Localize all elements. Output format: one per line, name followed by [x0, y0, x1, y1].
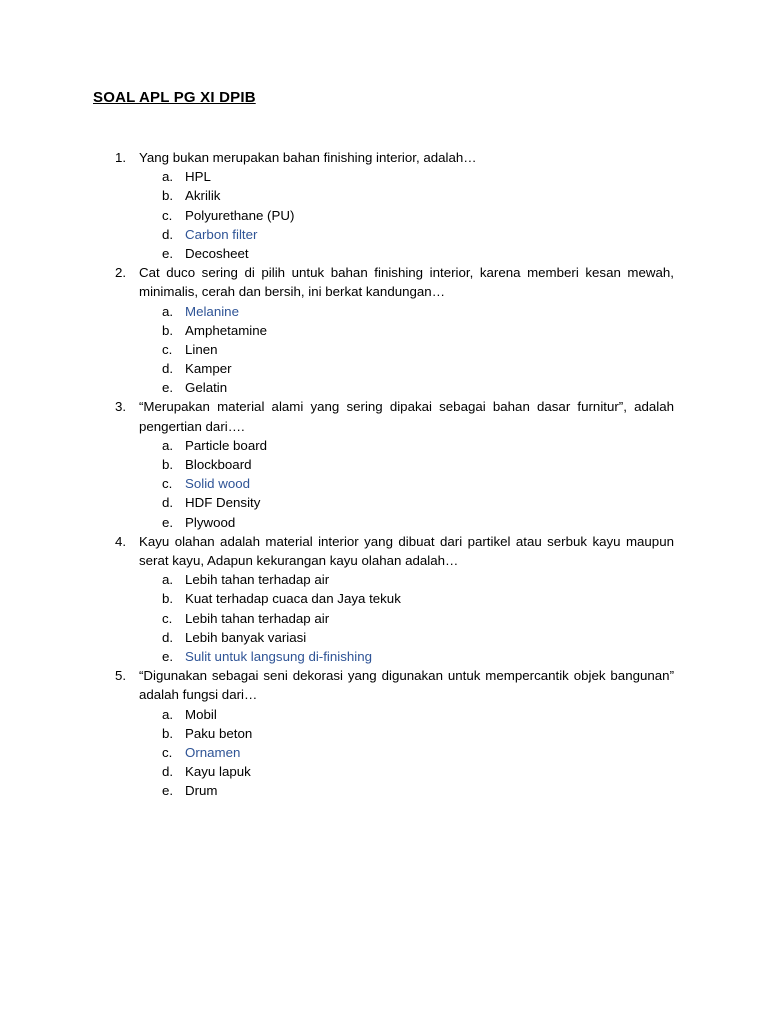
option-letter: e. — [162, 514, 174, 530]
option-text: Particle board — [185, 437, 268, 453]
option-3b — [139, 455, 674, 474]
option-letter: b. — [162, 725, 174, 741]
option-text: Akrilik — [185, 188, 221, 204]
question-number: 3. — [115, 399, 127, 415]
option-letter: d. — [162, 226, 174, 242]
option-text: Gelatin — [185, 380, 228, 396]
option-text: Mobil — [185, 706, 217, 722]
option-2c — [139, 340, 674, 359]
option-text-answer: Solid wood — [185, 476, 251, 492]
option-5e — [139, 781, 674, 800]
option-letter: b. — [162, 322, 174, 338]
option-4e — [139, 647, 674, 666]
question-text: Yang bukan merupakan bahan finishing interior, adalah… — [139, 150, 477, 165]
option-text-answer: Carbon filter — [185, 226, 258, 242]
option-letter: d. — [162, 764, 174, 780]
option-letter: a. — [162, 169, 174, 185]
option-1c — [139, 206, 674, 225]
option-text: HPL — [185, 169, 211, 185]
option-text: Kuat terhadap cuaca dan Jaya tekuk — [185, 591, 401, 607]
option-letter: c. — [162, 610, 173, 626]
option-text: Plywood — [185, 514, 236, 530]
option-4b — [139, 589, 674, 608]
option-letter: c. — [162, 476, 173, 492]
document-title: SOAL APL PG XI DPIB — [93, 89, 256, 106]
option-5d — [139, 762, 674, 781]
option-letter: a. — [162, 437, 174, 453]
option-letter: b. — [162, 591, 174, 607]
option-text: Kayu lapuk — [185, 764, 251, 780]
option-text: Polyurethane (PU) — [185, 207, 295, 223]
option-1d — [139, 225, 674, 244]
option-3a — [139, 436, 674, 455]
option-letter: c. — [162, 341, 173, 357]
option-list — [139, 570, 674, 666]
option-2e — [139, 378, 674, 397]
option-letter: b. — [162, 188, 174, 204]
option-letter: e. — [162, 380, 174, 396]
option-text: Drum — [185, 783, 218, 799]
option-5a — [139, 705, 674, 724]
option-2d — [139, 359, 674, 378]
question-text: Cat duco sering di pilih untuk bahan finishing interior, karena memberi kesan mewah, minimalis, cerah dan bersih, ini berkat kandungan… — [139, 265, 674, 300]
option-list — [139, 705, 674, 801]
option-letter: a. — [162, 303, 174, 319]
question-5 — [0, 666, 674, 800]
option-1a — [139, 167, 674, 186]
option-4d — [139, 628, 674, 647]
option-text: Paku beton — [185, 725, 253, 741]
option-1b — [139, 186, 674, 205]
option-2a — [139, 302, 674, 321]
question-list — [0, 148, 768, 801]
question-4 — [0, 532, 674, 666]
option-5c — [139, 743, 674, 762]
question-text: “Digunakan sebagai seni dekorasi yang digunakan untuk mempercantik objek bangunan” adalah fungsi dari… — [139, 668, 674, 703]
option-letter: a. — [162, 572, 174, 588]
option-1e — [139, 244, 674, 263]
option-letter: c. — [162, 744, 173, 760]
option-letter: c. — [162, 207, 173, 223]
option-text: Lebih banyak variasi — [185, 629, 307, 645]
option-list — [139, 436, 674, 532]
option-letter: e. — [162, 648, 174, 664]
question-3 — [0, 397, 674, 531]
option-5b — [139, 724, 674, 743]
option-letter: e. — [162, 783, 174, 799]
option-letter: b. — [162, 457, 174, 473]
option-text: Decosheet — [185, 245, 249, 261]
option-3d — [139, 493, 674, 512]
option-text: Amphetamine — [185, 322, 268, 338]
option-text: Kamper — [185, 361, 232, 377]
option-letter: d. — [162, 361, 174, 377]
option-2b — [139, 321, 674, 340]
option-text: Lebih tahan terhadap air — [185, 572, 330, 588]
option-list — [139, 167, 674, 263]
option-text: Blockboard — [185, 457, 252, 473]
option-letter: d. — [162, 629, 174, 645]
question-2 — [0, 263, 674, 397]
option-3c — [139, 474, 674, 493]
option-letter: d. — [162, 495, 174, 511]
question-1 — [0, 148, 674, 263]
question-text: “Merupakan material alami yang sering dipakai sebagai bahan dasar furnitur”, adalah pengertian dari…. — [139, 399, 674, 434]
option-text: HDF Density — [185, 495, 261, 511]
option-4c — [139, 609, 674, 628]
question-number: 2. — [115, 265, 127, 281]
option-text: Linen — [185, 341, 218, 357]
option-list — [139, 302, 674, 398]
option-text-answer: Melanine — [185, 303, 239, 319]
question-number: 4. — [115, 533, 127, 549]
option-text-answer: Sulit untuk langsung di-finishing — [185, 648, 373, 664]
option-letter: a. — [162, 706, 174, 722]
option-text-answer: Ornamen — [185, 744, 241, 760]
option-text: Lebih tahan terhadap air — [185, 610, 330, 626]
option-letter: e. — [162, 245, 174, 261]
option-3e — [139, 513, 674, 532]
option-4a — [139, 570, 674, 589]
question-number: 5. — [115, 668, 127, 684]
question-number: 1. — [115, 150, 127, 165]
question-text: Kayu olahan adalah material interior yang dibuat dari partikel atau serbuk kayu maupun serat kayu, Adapun kekurangan kayu olahan adalah… — [139, 533, 674, 569]
